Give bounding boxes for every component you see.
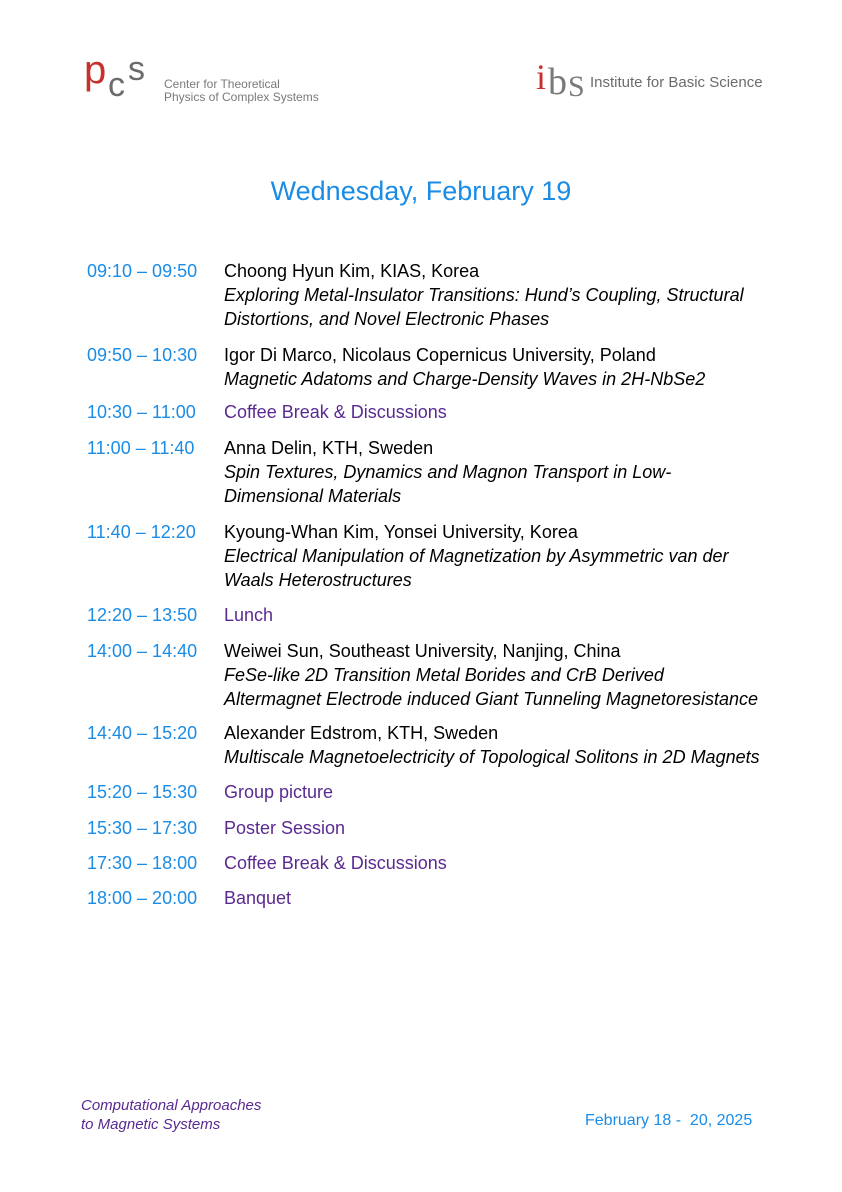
slot-content bbox=[224, 259, 787, 331]
schedule-break-row bbox=[87, 603, 787, 627]
slot-content bbox=[224, 639, 787, 711]
slot-time: 12:20 – 13:50 bbox=[87, 605, 198, 625]
slot-time: 10:30 – 11:00 bbox=[87, 402, 196, 422]
ibs-logo-letter-s: S bbox=[568, 70, 585, 103]
break-label: Coffee Break & Discussions bbox=[224, 853, 447, 873]
talk-title: Multiscale Magnetoelectricity of Topological Solitons in 2D Magnets bbox=[224, 747, 760, 767]
page-title: Wednesday, February 19 bbox=[270, 176, 572, 206]
break-label: Lunch bbox=[224, 605, 274, 625]
slot-content bbox=[224, 886, 787, 910]
slot-content bbox=[224, 721, 787, 769]
talk-title: Electrical Manipulation of Magnetization by Asymmetric van der Waals Heterostructures bbox=[224, 546, 729, 590]
slot-time: 11:00 – 11:40 bbox=[87, 438, 195, 458]
schedule-talk-row bbox=[87, 343, 787, 391]
event-name-line1: Computational Approaches bbox=[81, 1097, 262, 1114]
speaker-name: Kyoung-Whan Kim, Yonsei University, Korea bbox=[224, 522, 578, 542]
schedule bbox=[87, 259, 787, 910]
ibs-logo-letter-i: i bbox=[536, 57, 547, 97]
speaker-name: Choong Hyun Kim, KIAS, Korea bbox=[224, 261, 480, 281]
speaker-name: Anna Delin, KTH, Sweden bbox=[224, 438, 434, 458]
schedule-break-row bbox=[87, 780, 787, 804]
schedule-break-row bbox=[87, 816, 787, 840]
pcs-name-line2: Physics of Complex Systems bbox=[164, 90, 319, 104]
ibs-name: Institute for Basic Science bbox=[590, 74, 763, 91]
speaker-name: Igor Di Marco, Nicolaus Copernicus University, Poland bbox=[224, 345, 656, 365]
slot-content bbox=[224, 520, 787, 592]
slot-time: 15:20 – 15:30 bbox=[87, 782, 198, 802]
slot-time: 09:10 – 09:50 bbox=[87, 261, 198, 281]
slot-time: 18:00 – 20:00 bbox=[87, 888, 198, 908]
break-label: Poster Session bbox=[224, 818, 346, 838]
ibs-logo-letter-b: b bbox=[548, 61, 567, 103]
pcs-name-line1: Center for Theoretical bbox=[164, 77, 280, 91]
schedule-talk-row bbox=[87, 436, 787, 508]
event-name-line2: to Magnetic Systems bbox=[81, 1116, 221, 1133]
break-label: Coffee Break & Discussions bbox=[224, 402, 447, 422]
slot-content bbox=[224, 400, 787, 424]
schedule-talk-row bbox=[87, 721, 787, 769]
pcs-name bbox=[164, 78, 404, 104]
slot-content bbox=[224, 780, 787, 804]
break-label: Group picture bbox=[224, 782, 334, 802]
event-dates: February 18 - 20, 2025 bbox=[585, 1112, 753, 1129]
schedule-talk-row bbox=[87, 520, 787, 592]
speaker-name: Weiwei Sun, Southeast University, Nanjing, China bbox=[224, 641, 621, 661]
slot-time: 11:40 – 12:20 bbox=[87, 522, 196, 542]
schedule-break-row bbox=[87, 400, 787, 424]
schedule-break-row bbox=[87, 851, 787, 875]
talk-title: Magnetic Adatoms and Charge-Density Waves in 2H-NbSe2 bbox=[224, 369, 706, 389]
schedule-talk-row bbox=[87, 639, 787, 711]
slot-time: 14:40 – 15:20 bbox=[87, 723, 198, 743]
slot-content bbox=[224, 851, 787, 875]
talk-title: Spin Textures, Dynamics and Magnon Transport in Low-Dimensional Materials bbox=[224, 462, 672, 506]
break-label: Banquet bbox=[224, 888, 292, 908]
slot-time: 17:30 – 18:00 bbox=[87, 853, 198, 873]
ibs-logo bbox=[536, 58, 776, 108]
talk-title: Exploring Metal-Insulator Transitions: Hund’s Coupling, Structural Distortions, and Novel Electronic Phases bbox=[224, 285, 744, 329]
slot-content bbox=[224, 436, 787, 508]
event-name bbox=[81, 1096, 301, 1134]
schedule-talk-row bbox=[87, 259, 787, 331]
slot-time: 15:30 – 17:30 bbox=[87, 818, 198, 838]
slot-content bbox=[224, 343, 787, 391]
talk-title: FeSe-like 2D Transition Metal Borides and CrB Derived Altermagnet Electrode induced Giant Tunneling Magnetoresistance bbox=[224, 665, 758, 709]
pcs-logo-letter-p: p bbox=[84, 48, 106, 92]
slot-time: 09:50 – 10:30 bbox=[87, 345, 198, 365]
slot-content bbox=[224, 816, 787, 840]
slot-content bbox=[224, 603, 787, 627]
pcs-logo-letter-c: c bbox=[108, 66, 125, 104]
schedule-break-row bbox=[87, 886, 787, 910]
slot-time: 14:00 – 14:40 bbox=[87, 641, 198, 661]
speaker-name: Alexander Edstrom, KTH, Sweden bbox=[224, 723, 499, 743]
pcs-logo-letter-s: s bbox=[128, 50, 145, 88]
